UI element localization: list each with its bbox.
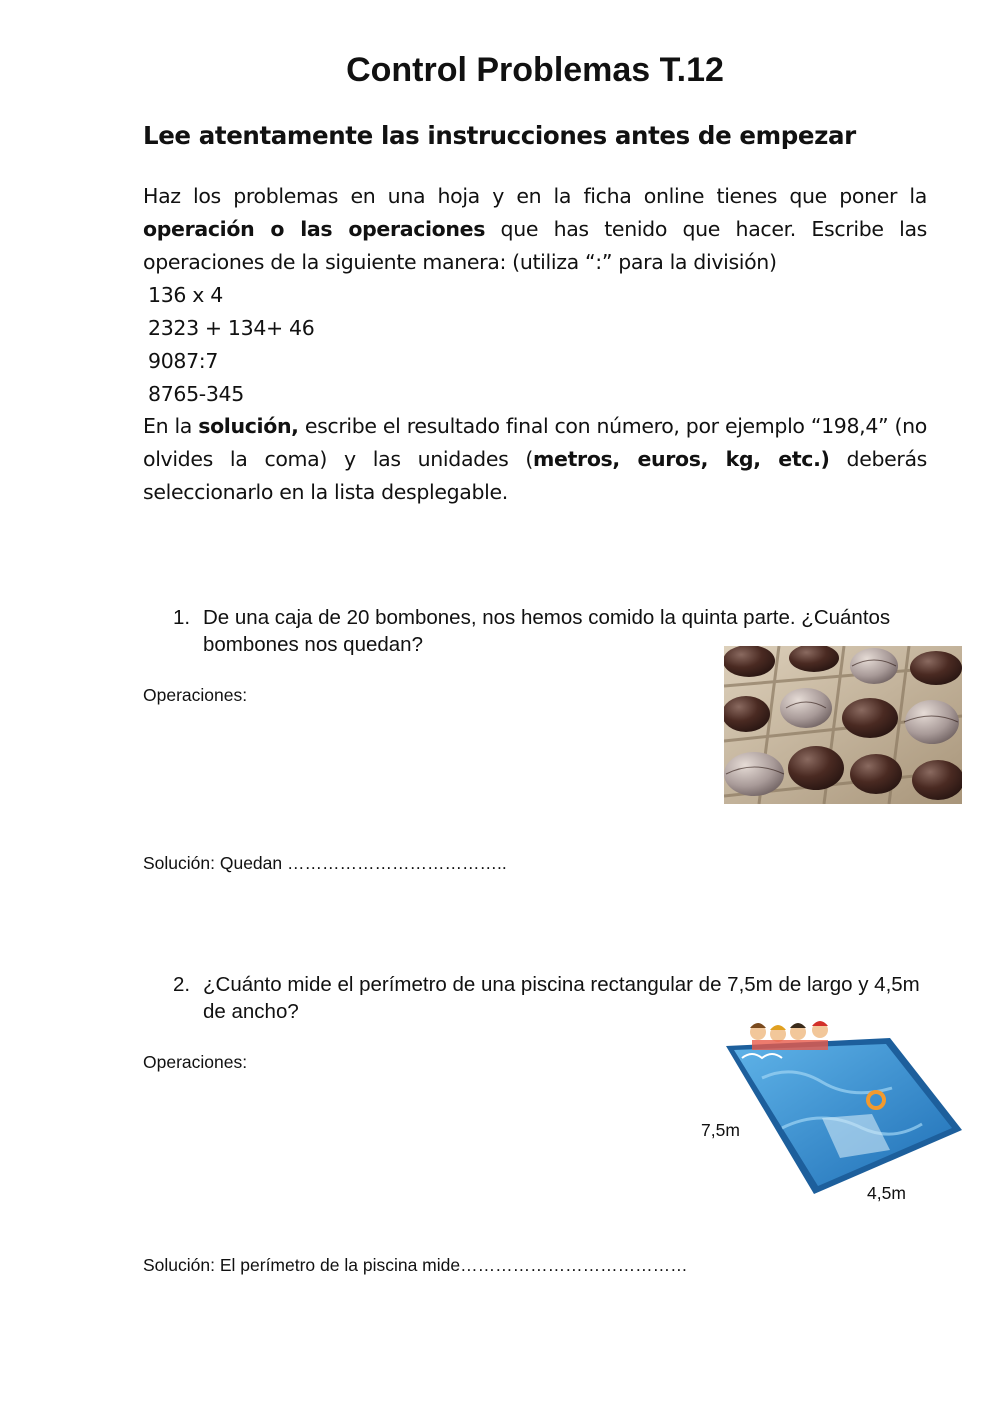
example-addition: 2323 + 134+ 46 (148, 316, 315, 340)
pool-image (722, 1018, 964, 1198)
pool-illustration (722, 1018, 964, 1198)
pool-width-label: 4,5m (867, 1183, 906, 1203)
p2-text-c: deberás seleccionarlo en la lista desplegable. (143, 447, 927, 504)
problem-2-number: 2. (173, 973, 191, 996)
instructions-paragraph-1 (143, 180, 927, 279)
problem-2-solution: Solución: El perímetro de la piscina mide………………………………… (143, 1255, 688, 1275)
problem-2-operations-label: Operaciones: (143, 1052, 248, 1072)
p2-text-a: En la (143, 414, 199, 438)
p2-bold-solucion: solución, (198, 414, 299, 438)
chocolates-image (724, 646, 962, 804)
problem-2-text: ¿Cuánto mide el perímetro de una piscina rectangular de 7,5m de largo y 4,5m de ancho? (203, 973, 920, 1023)
p1-text-a: Haz los problemas en una hoja y en la ficha online tienes que poner la (143, 184, 927, 208)
p1-bold: operación o las operaciones (143, 217, 486, 241)
problem-1-text: De una caja de 20 bombones, nos hemos comido la quinta parte. ¿Cuántos bombones nos quedan? (203, 606, 891, 656)
example-division: 9087:7 (148, 349, 219, 373)
example-multiplication: 136 x 4 (148, 283, 223, 307)
instructions-paragraph-2 (143, 410, 927, 509)
p2-bold-units: metros, euros, kg, etc.) (533, 447, 830, 471)
problem-1-solution: Solución: Quedan ……………………………….. (143, 853, 507, 873)
operation-examples (148, 279, 314, 411)
p1-text-b: que has tenido que hacer. Escribe las operaciones de la siguiente manera: (utiliza “:” para la división) (143, 217, 927, 274)
problem-1-operations-label: Operaciones: (143, 685, 248, 705)
example-subtraction: 8765-345 (148, 382, 244, 406)
pool-length-label: 7,5m (701, 1120, 740, 1140)
chocolates-photo (724, 646, 962, 804)
p2-text-b: escribe el resultado final con número, por ejemplo “198,4” (no olvides la coma) y las unidades ( (143, 414, 927, 471)
instructions-heading: Lee atentamente las instrucciones antes de empezar (143, 121, 856, 150)
problem-1-number: 1. (173, 606, 191, 629)
page-title: Control Problemas T.12 (346, 51, 724, 89)
